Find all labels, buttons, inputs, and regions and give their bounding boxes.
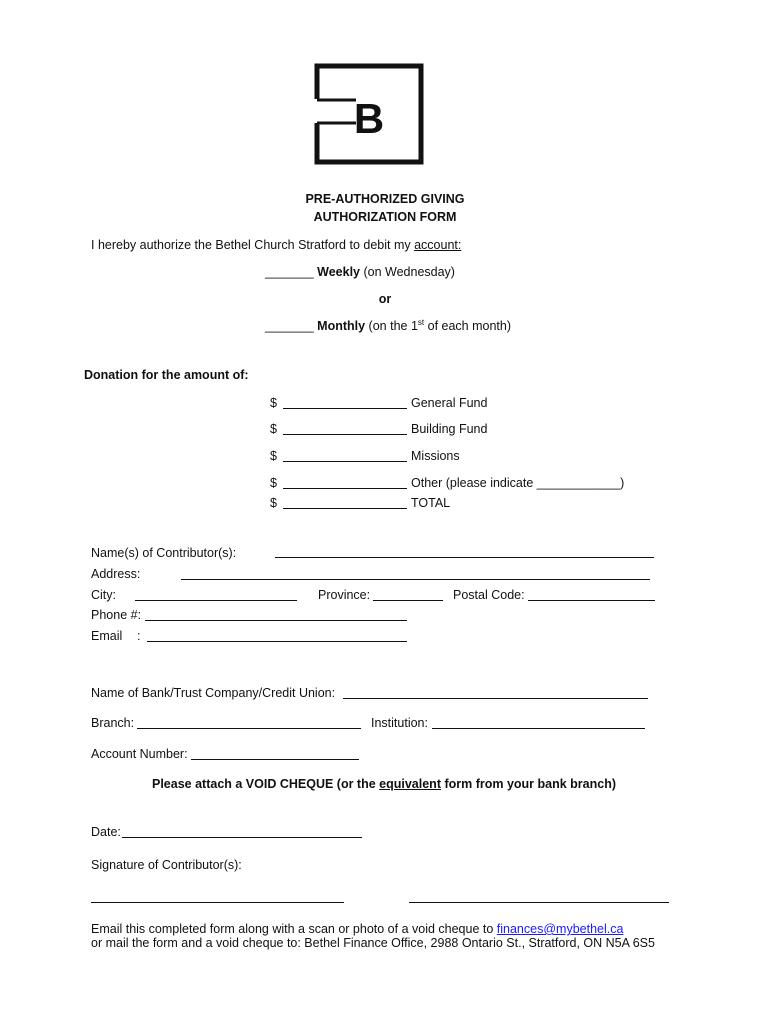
missions-label: Missions [411, 449, 460, 463]
building-fund-label: Building Fund [411, 422, 488, 436]
phone-label: Phone #: [91, 608, 142, 622]
form-title-line2: AUTHORIZATION FORM [313, 210, 457, 224]
missions-amount-line[interactable] [283, 461, 407, 462]
footer-mail-instruction: or mail the form and a void cheque to: Bethel Finance Office, 2988 Ontario St., Stratford, ON N5A 6S5 [91, 936, 655, 950]
account-number-line[interactable] [191, 759, 359, 760]
postal-code-label: Postal Code: [453, 588, 525, 602]
form-title-line1: PRE-AUTHORIZED GIVING [305, 192, 465, 206]
total-dollar: $ [270, 496, 277, 510]
phone-line[interactable] [145, 620, 407, 621]
postal-code-line[interactable] [528, 600, 655, 601]
missions-dollar: $ [270, 449, 277, 463]
date-line[interactable] [122, 837, 362, 838]
finance-email-link[interactable]: finances@mybethel.ca [496, 922, 624, 936]
contributor-names-label: Name(s) of Contributor(s): [91, 546, 237, 560]
other-label[interactable]: Other (please indicate ____________) [411, 476, 625, 490]
email-label: Email [91, 629, 123, 643]
signature-line-2[interactable] [409, 902, 669, 903]
general-fund-amount-line[interactable] [283, 408, 407, 409]
date-label: Date: [91, 825, 121, 839]
institution-line[interactable] [432, 728, 645, 729]
weekly-option[interactable]: _______ Weekly (on Wednesday) [265, 265, 455, 279]
building-fund-dollar: $ [270, 422, 277, 436]
general-fund-label: General Fund [411, 396, 488, 410]
bank-name-line[interactable] [343, 698, 648, 699]
authorize-text: I hereby authorize the Bethel Church Stratford to debit my account: [91, 238, 462, 252]
branch-label: Branch: [91, 716, 135, 730]
void-cheque-note: Please attach a VOID CHEQUE (or the equivalent form from your bank branch) [152, 777, 617, 791]
bethel-logo [314, 63, 424, 165]
signature-line-1[interactable] [91, 902, 344, 903]
province-line[interactable] [373, 600, 443, 601]
total-amount-line[interactable] [283, 508, 407, 509]
or-separator: or [378, 292, 392, 306]
province-label: Province: [318, 588, 371, 602]
email-colon: : [137, 629, 141, 643]
donation-heading: Donation for the amount of: [84, 368, 249, 382]
city-line[interactable] [135, 600, 297, 601]
email-line[interactable] [147, 641, 407, 642]
footer-email-instruction: Email this completed form along with a scan or photo of a void cheque to finances@mybethel.ca [91, 922, 624, 936]
signature-label: Signature of Contributor(s): [91, 858, 242, 872]
institution-label: Institution: [371, 716, 428, 730]
account-number-label: Account Number: [91, 747, 188, 761]
other-amount-line[interactable] [283, 488, 407, 489]
total-label: TOTAL [411, 496, 451, 510]
monthly-option[interactable]: _______ Monthly (on the 1st of each month) [265, 318, 511, 334]
building-fund-amount-line[interactable] [283, 434, 407, 435]
logo-letter: B [353, 95, 385, 142]
bank-name-label: Name of Bank/Trust Company/Credit Union: [91, 686, 336, 700]
address-line[interactable] [181, 579, 650, 580]
branch-line[interactable] [137, 728, 361, 729]
general-fund-dollar: $ [270, 396, 277, 410]
address-label: Address: [91, 567, 141, 581]
city-label: City: [91, 588, 116, 602]
contributor-names-line[interactable] [275, 557, 654, 558]
other-dollar: $ [270, 476, 277, 490]
